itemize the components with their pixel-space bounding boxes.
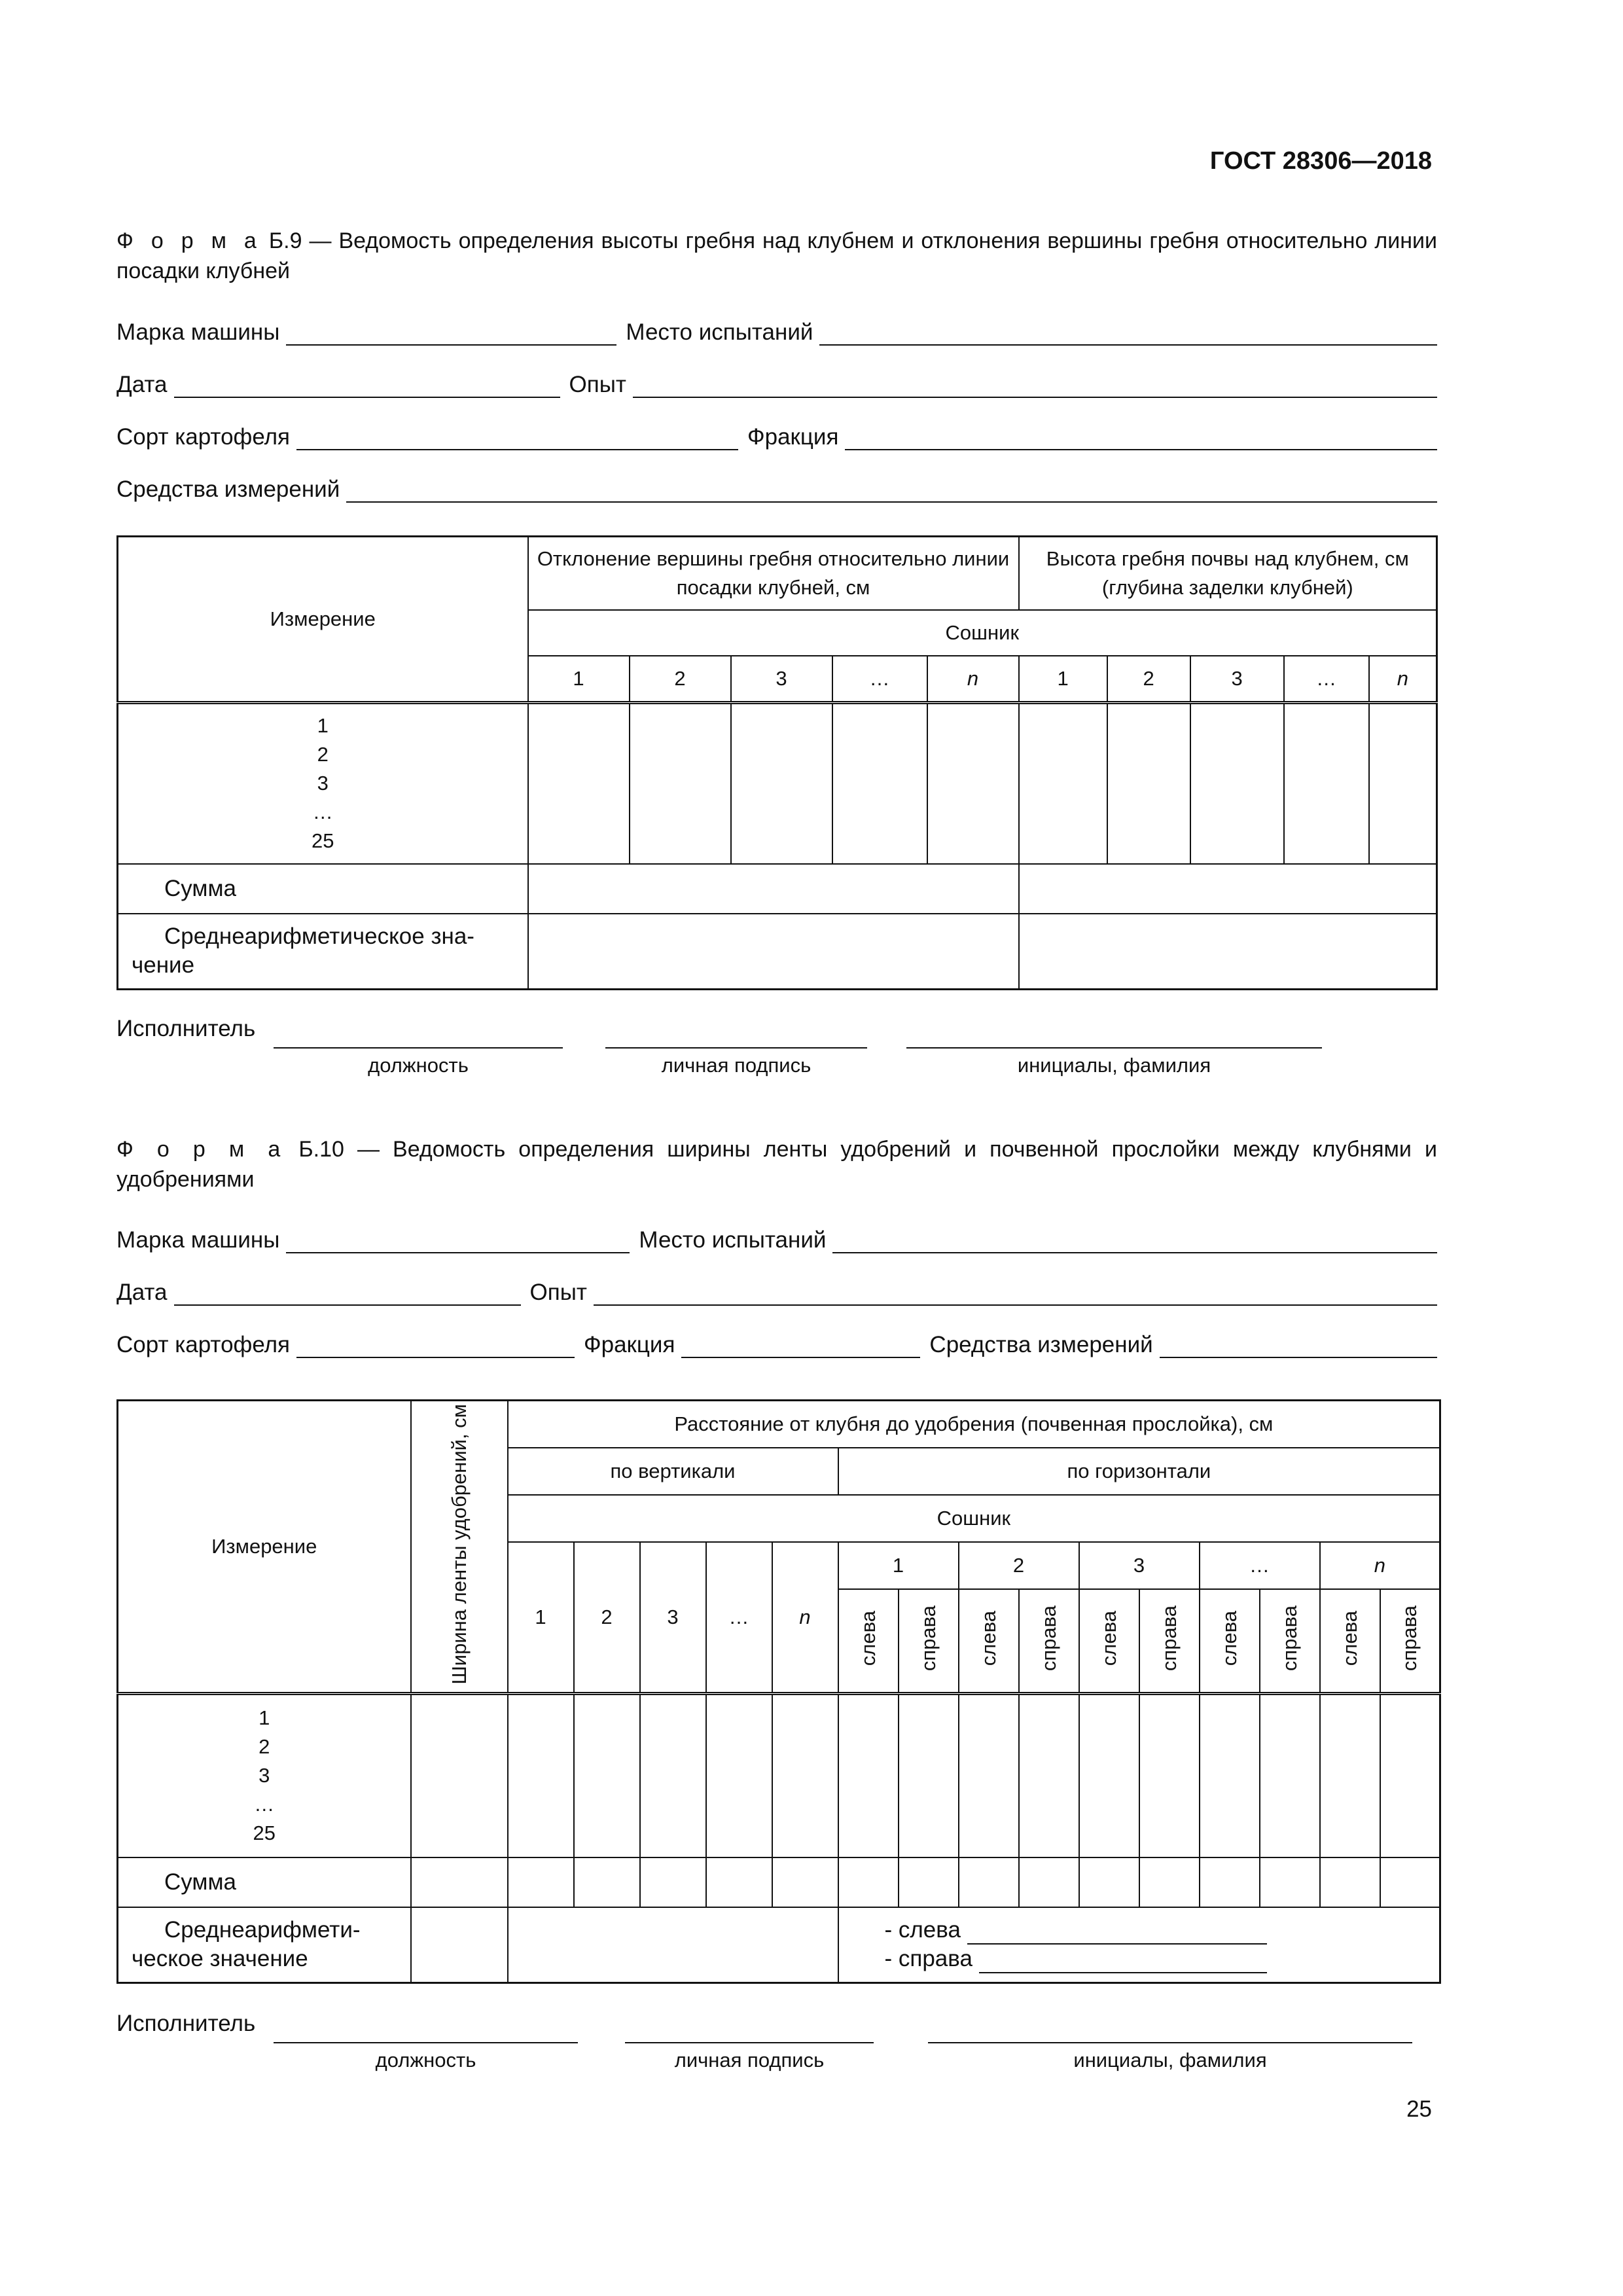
form9-caption-prefix: Ф о р м а [116, 228, 262, 253]
data-cell[interactable] [838, 1857, 899, 1907]
data-cell[interactable] [1107, 703, 1190, 864]
form10-place-label: Место испытаний [639, 1227, 827, 1253]
form10-experiment-field[interactable] [594, 1280, 1437, 1306]
form9-signature-caption: личная подпись [661, 1054, 812, 1077]
form10-left-header [1200, 1589, 1260, 1694]
data-cell[interactable] [528, 914, 1019, 990]
data-cell[interactable] [508, 1907, 838, 1983]
left-label: слева [1097, 1610, 1120, 1666]
right-label: справа [916, 1605, 940, 1671]
form10-col-header: … [706, 1542, 772, 1694]
data-cell[interactable] [838, 1694, 899, 1857]
form10-col-header: … [1200, 1542, 1320, 1589]
form10-position-line[interactable] [274, 2016, 578, 2043]
left-label: слева [1338, 1610, 1361, 1666]
data-cell[interactable] [959, 1694, 1019, 1857]
data-cell[interactable] [706, 1857, 772, 1907]
form10-col-header: n [772, 1542, 838, 1694]
data-cell[interactable] [1200, 1694, 1260, 1857]
form9-col-header: 3 [731, 656, 832, 703]
right-label: справа [1157, 1605, 1181, 1671]
data-cell[interactable] [1284, 703, 1369, 864]
form10-right-header [1139, 1589, 1200, 1694]
left-label: слева [1217, 1610, 1241, 1666]
form10-row-numbers [118, 1694, 411, 1857]
form10-caption-prefix: Ф о р м а [116, 1137, 286, 1162]
left-label: слева [976, 1610, 1000, 1666]
data-cell[interactable] [706, 1694, 772, 1857]
form9-line-date [116, 365, 1437, 398]
form10-right-header [1260, 1589, 1320, 1694]
form10-band-width-header [411, 1401, 508, 1694]
data-cell[interactable] [1260, 1694, 1320, 1857]
form9-position-line[interactable] [274, 1021, 563, 1049]
data-cell[interactable] [1139, 1857, 1200, 1907]
form9-position-caption: должность [368, 1054, 469, 1077]
form10-col-header: 1 [508, 1542, 574, 1694]
form9-col-header: … [832, 656, 927, 703]
form10-date-field[interactable] [174, 1280, 521, 1306]
form9-col-header: 3 [1190, 656, 1284, 703]
data-cell[interactable] [1139, 1694, 1200, 1857]
form9-row-numbers [118, 703, 528, 864]
form9-signature-line[interactable] [605, 1021, 867, 1049]
data-cell[interactable] [772, 1857, 838, 1907]
form9-fraction-label: Фракция [747, 424, 839, 450]
data-cell[interactable] [508, 1694, 574, 1857]
form10-place-field[interactable] [832, 1227, 1437, 1253]
form9-name-caption: инициалы, фамилия [1017, 1054, 1211, 1077]
form10-line-date [116, 1273, 1437, 1306]
form10-distance-header: Расстояние от клубня до удобрения (почвенная прослойка), см [508, 1401, 1440, 1448]
data-cell[interactable] [1320, 1694, 1380, 1857]
form9-experiment-field[interactable] [633, 372, 1437, 398]
data-cell[interactable] [574, 1857, 640, 1907]
form10-signature-caption: личная подпись [674, 2049, 825, 2072]
form10-col-header: 2 [574, 1542, 640, 1694]
form10-date-label: Дата [116, 1280, 168, 1305]
form9-variety-field[interactable] [296, 424, 738, 450]
form10-coulter-header: Сошник [508, 1495, 1440, 1542]
form9-sum-label: Сумма [118, 864, 528, 914]
form10-left-header [959, 1589, 1019, 1694]
form10-left-header [1079, 1589, 1139, 1694]
form10-col-header: 1 [838, 1542, 959, 1589]
form10-variety-field[interactable] [296, 1332, 575, 1358]
form9-coulter-header: Сошник [528, 610, 1437, 656]
data-cell[interactable] [1079, 1694, 1139, 1857]
form9-place-label: Место испытаний [626, 319, 813, 345]
form10-instruments-field[interactable] [1160, 1332, 1437, 1358]
data-cell[interactable] [1200, 1857, 1260, 1907]
row-number: 25 [312, 829, 334, 853]
form10-mean-line1: Среднеарифмети- [164, 1917, 361, 1943]
form9-place-field[interactable] [819, 319, 1437, 346]
form9-variety-label: Сорт картофеля [116, 424, 291, 450]
form9-col-header: 1 [1019, 656, 1107, 703]
form9-table [116, 535, 1438, 990]
form9-caption [116, 226, 1437, 286]
row-number: 2 [317, 743, 329, 766]
data-cell[interactable] [1019, 1694, 1079, 1857]
form10-horizontal-header: по горизонтали [838, 1448, 1440, 1495]
data-cell[interactable] [899, 1857, 959, 1907]
row-number: 25 [253, 1821, 276, 1845]
data-cell[interactable] [1320, 1857, 1380, 1907]
data-cell[interactable] [640, 1694, 706, 1857]
data-cell[interactable] [1019, 1857, 1079, 1907]
data-cell[interactable] [1019, 864, 1437, 914]
form10-mean-left-label: - слева [884, 1917, 961, 1943]
data-cell[interactable] [832, 703, 927, 864]
form9-line-instruments [116, 470, 1437, 503]
form10-fraction-label: Фракция [584, 1332, 675, 1357]
form9-mean-line2: чение [132, 952, 195, 978]
form9-mean-label [118, 914, 528, 990]
form9-mean-line1: Среднеарифметическое зна- [164, 924, 474, 950]
form10-vertical-header: по вертикали [508, 1448, 838, 1495]
form10-experiment-label: Опыт [529, 1280, 587, 1305]
data-cell[interactable] [1380, 1857, 1440, 1907]
form9-instruments-label: Средства измерений [116, 476, 340, 502]
form9-experiment-label: Опыт [569, 372, 626, 397]
form9-line-brand [116, 313, 1437, 346]
form9-brand-label: Марка машины [116, 319, 280, 345]
row-number: 1 [259, 1706, 270, 1730]
form9-fraction-field[interactable] [845, 424, 1437, 450]
form10-name-caption: инициалы, фамилия [1073, 2049, 1267, 2072]
data-cell[interactable] [1380, 1694, 1440, 1857]
form9-col-header: 2 [630, 656, 731, 703]
row-number: 1 [317, 714, 329, 738]
form10-table [116, 1399, 1441, 1984]
data-cell[interactable] [508, 1857, 574, 1907]
form10-left-header [838, 1589, 899, 1694]
data-cell[interactable] [1079, 1857, 1139, 1907]
form9-date-field[interactable] [174, 372, 560, 398]
form10-mean-left-field[interactable] [967, 1921, 1267, 1945]
form9-caption-text: Б.9 — Ведомость определения высоты гребня над клубнем и отклонения вершины гребня относительно линии посадки клубней [116, 228, 1437, 283]
form10-instruments-label: Средства измерений [929, 1332, 1153, 1357]
form10-position-caption: должность [375, 2049, 476, 2072]
row-number: … [312, 800, 333, 824]
form9-date-label: Дата [116, 372, 168, 397]
form10-brand-field[interactable] [286, 1227, 630, 1253]
form9-col-header: n [927, 656, 1019, 703]
data-cell[interactable] [1190, 703, 1284, 864]
form9-instruments-field[interactable] [346, 476, 1437, 503]
form9-line-variety [116, 418, 1437, 450]
form10-col-header: 2 [959, 1542, 1079, 1589]
row-number: 3 [317, 772, 329, 795]
data-cell[interactable] [1260, 1857, 1320, 1907]
form9-brand-field[interactable] [286, 319, 616, 346]
form10-band-width-text: Ширина ленты удобрений, см [447, 1403, 471, 1685]
right-label: справа [1277, 1605, 1301, 1671]
data-cell[interactable] [411, 1907, 508, 1983]
data-cell[interactable] [640, 1857, 706, 1907]
form9-col-header: n [1369, 656, 1437, 703]
form10-right-header [1019, 1589, 1079, 1694]
data-cell[interactable] [1019, 914, 1437, 990]
left-label: слева [856, 1610, 880, 1666]
data-cell[interactable] [411, 1857, 508, 1907]
form10-measurement-header: Измерение [118, 1401, 411, 1694]
form10-col-header: 3 [640, 1542, 706, 1694]
right-label: справа [1398, 1605, 1421, 1671]
form10-right-header [899, 1589, 959, 1694]
data-cell[interactable] [731, 703, 832, 864]
form10-sum-label: Сумма [118, 1857, 411, 1907]
row-number: 2 [259, 1735, 270, 1759]
row-number: … [254, 1793, 275, 1816]
form9-col-header: 1 [528, 656, 630, 703]
form10-fraction-field[interactable] [681, 1332, 920, 1358]
form10-mean-right-field[interactable] [979, 1950, 1267, 1973]
form10-name-line[interactable] [928, 2016, 1412, 2043]
data-cell[interactable] [899, 1694, 959, 1857]
form9-col-header: 2 [1107, 656, 1190, 703]
form10-col-header: 3 [1079, 1542, 1200, 1589]
form9-executor-label: Исполнитель [116, 1016, 256, 1041]
form9-deviation-header: Отклонение вершины гребня относительно линии посадки клубней, см [528, 537, 1019, 610]
form10-line-brand [116, 1221, 1437, 1253]
form9-height-header: Высота гребня почвы над клубнем, см (глубина заделки клубней) [1019, 537, 1437, 610]
form10-caption [116, 1134, 1437, 1194]
form10-executor-label: Исполнитель [116, 2011, 256, 2036]
form10-col-header: n [1320, 1542, 1440, 1589]
page-number: 25 [1406, 2096, 1432, 2122]
form10-mean-horizontal [838, 1907, 1440, 1983]
form10-right-header [1380, 1589, 1440, 1694]
form9-measurement-header: Измерение [118, 537, 528, 703]
form10-mean-line2: ческое значение [132, 1946, 308, 1972]
data-cell[interactable] [772, 1694, 838, 1857]
data-cell[interactable] [1369, 703, 1437, 864]
form10-mean-right-label: - справа [884, 1946, 972, 1972]
data-cell[interactable] [574, 1694, 640, 1857]
document-code: ГОСТ 28306—2018 [1209, 147, 1432, 175]
data-cell[interactable] [411, 1694, 508, 1857]
form10-line-variety [116, 1325, 1437, 1358]
form9-col-header: … [1284, 656, 1369, 703]
data-cell[interactable] [959, 1857, 1019, 1907]
data-cell[interactable] [927, 703, 1019, 864]
data-cell[interactable] [1019, 703, 1107, 864]
form9-name-line[interactable] [906, 1021, 1322, 1049]
form10-mean-label [118, 1907, 411, 1983]
form10-left-header [1320, 1589, 1380, 1694]
row-number: 3 [259, 1764, 270, 1787]
right-label: справа [1037, 1605, 1060, 1671]
form10-caption-text: Б.10 — Ведомость определения ширины ленты удобрений и почвенной прослойки между клубнями и удобрениями [116, 1137, 1437, 1192]
data-cell[interactable] [528, 703, 630, 864]
form10-brand-label: Марка машины [116, 1227, 280, 1253]
data-cell[interactable] [630, 703, 731, 864]
data-cell[interactable] [528, 864, 1019, 914]
form10-variety-label: Сорт картофеля [116, 1332, 291, 1357]
form10-signature-line[interactable] [625, 2016, 874, 2043]
